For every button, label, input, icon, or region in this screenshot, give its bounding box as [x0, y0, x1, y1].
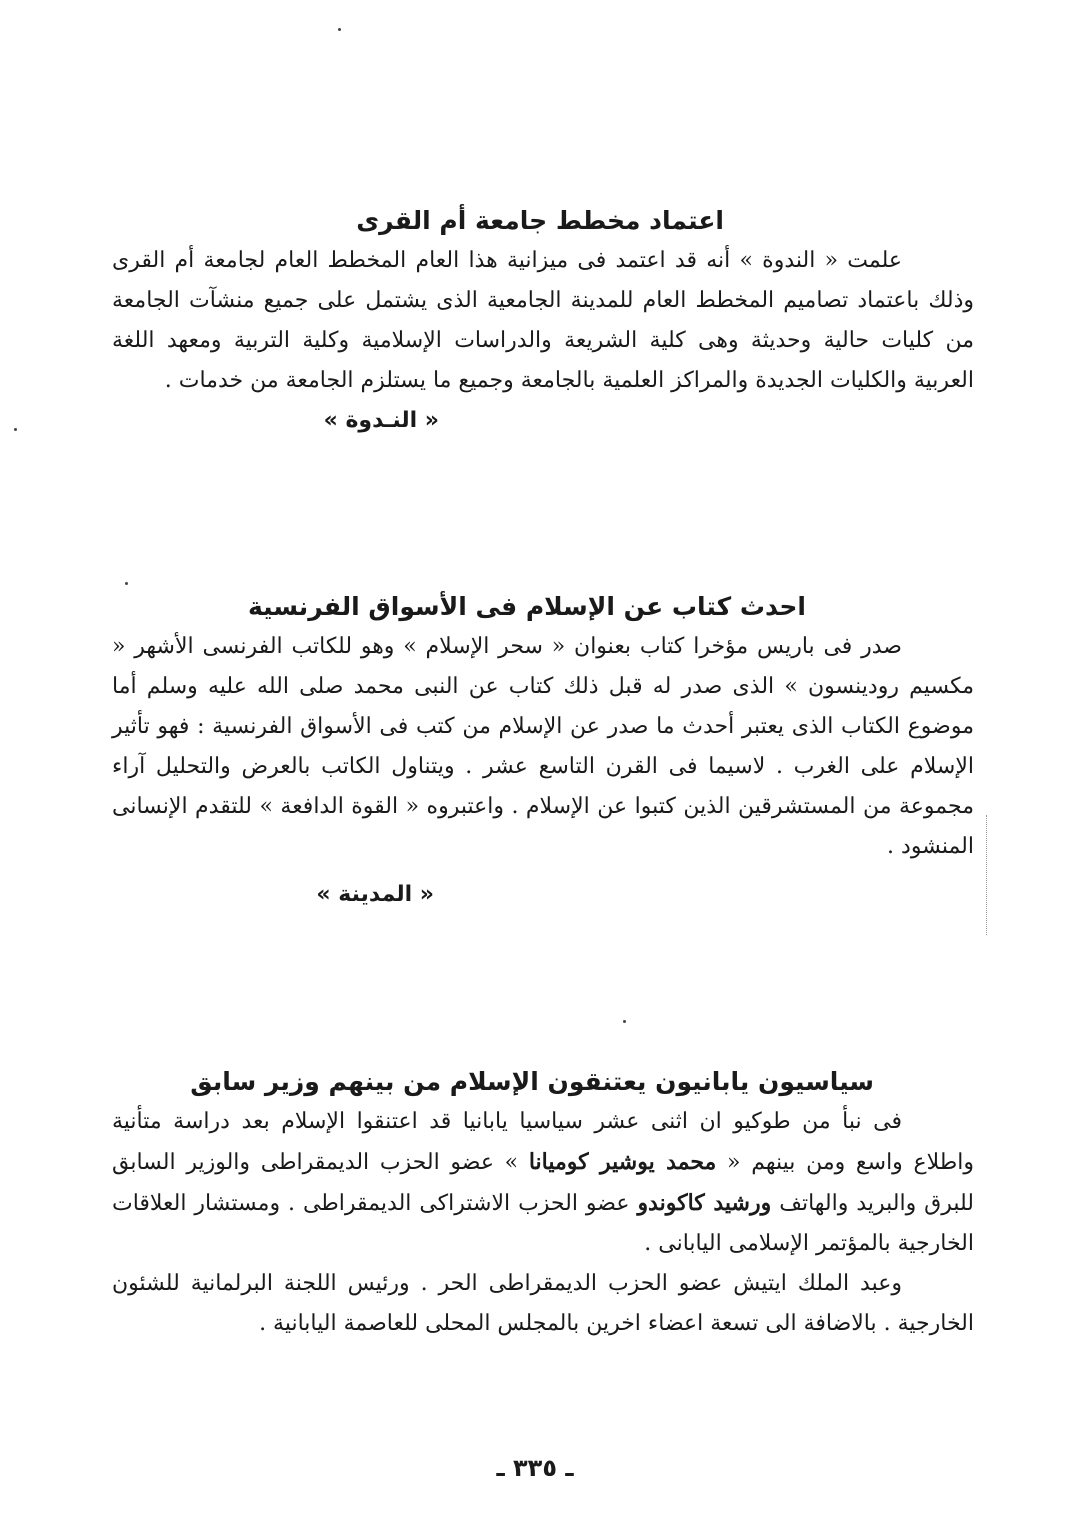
- article-source: « النـدوة »: [323, 408, 439, 433]
- article-source: « المدينة »: [316, 882, 434, 907]
- scan-speck: [338, 28, 341, 31]
- article-headline: اعتماد مخطط جامعة أم القرى: [356, 206, 724, 235]
- scan-speck: [14, 428, 17, 431]
- paragraph-text: عضو الحزب الاشتراكى الديمقراطى . ومستشار العلاقات الخارجية بالمؤتمر الإسلامى اليابانى .: [112, 1191, 974, 1256]
- article-headline: احدث كتاب عن الإسلام فى الأسواق الفرنسية: [248, 592, 806, 621]
- article-japanese-politicians: [112, 1062, 974, 1344]
- scan-margin-line: [986, 815, 987, 935]
- article-headline: سياسيون يابانيون يعتنقون الإسلام من بينهم وزير سابق: [190, 1067, 874, 1096]
- scan-speck: [125, 582, 128, 585]
- paragraph-text: فى نبأ من طوكيو ان اثنى عشر سياسيا يابانيا قد اعتنقوا الإسلام بعد دراسة متأنية واطلاع واسع ومن بينهم «: [112, 1109, 975, 1175]
- article-umm-al-qura: [112, 201, 974, 441]
- page-number: ـ ٣٣٥ ـ: [496, 1454, 574, 1482]
- article-paragraph: وعبد الملك ايتيش عضو الحزب الديمقراطى الحر . ورئيس اللجنة البرلمانية للشئون الخارجية . بالاضافة الى تسعة اعضاء اخرين بالمجلس المحلى للعاصمة اليابانية .: [112, 1271, 974, 1336]
- article-paragraph: [112, 1102, 974, 1264]
- article-paragraph: علمت « الندوة » أنه قد اعتمد فى ميزانية هذا العام المخطط العام لجامعة أم القرى وذلك باعتماد تصاميم المخطط العام للمدينة الجامعية الذى يشتمل على جميع منشآت الجامعة من كليات حالية وحديثة وهى كلية الشريعة والدراسات الإسلامية وكلية التربية ومعهد اللغة العربية والكليات الجديدة والمراكز العلمية بالجامعة وجميع ما يستلزم الجامعة من خدمات .: [112, 248, 974, 393]
- person-name: محمد يوشير كوميانا: [528, 1149, 717, 1175]
- person-name: ورشيد كاكوندو: [637, 1190, 772, 1216]
- article-paragraph: صدر فى باريس مؤخرا كتاب بعنوان « سحر الإسلام » وهو للكاتب الفرنسى الأشهر « مكسيم رودينسون » الذى صدر له قبل ذلك كتاب عن النبى محمد صلى الله عليه وسلم أما موضوع الكتاب الذى يعتبر أحدث ما صدر عن الإسلام من كتب فى الأسواق الفرنسية : فهو تأثير الإسلام على الغرب . لاسيما فى القرن التاسع عشر . ويتناول الكاتب بالعرض والتحليل آراء مجموعة من المستشرقين الذين كتبوا عن الإسلام . واعتبروه « القوة الدافعة » للتقدم الإنسانى المنشود .: [112, 634, 974, 859]
- article-french-book: [112, 587, 974, 915]
- scan-speck: [623, 1020, 626, 1023]
- paragraph-text: » عضو الحزب الديمقراطى والوزير السابق للبرق والبريد والهاتف: [112, 1150, 974, 1216]
